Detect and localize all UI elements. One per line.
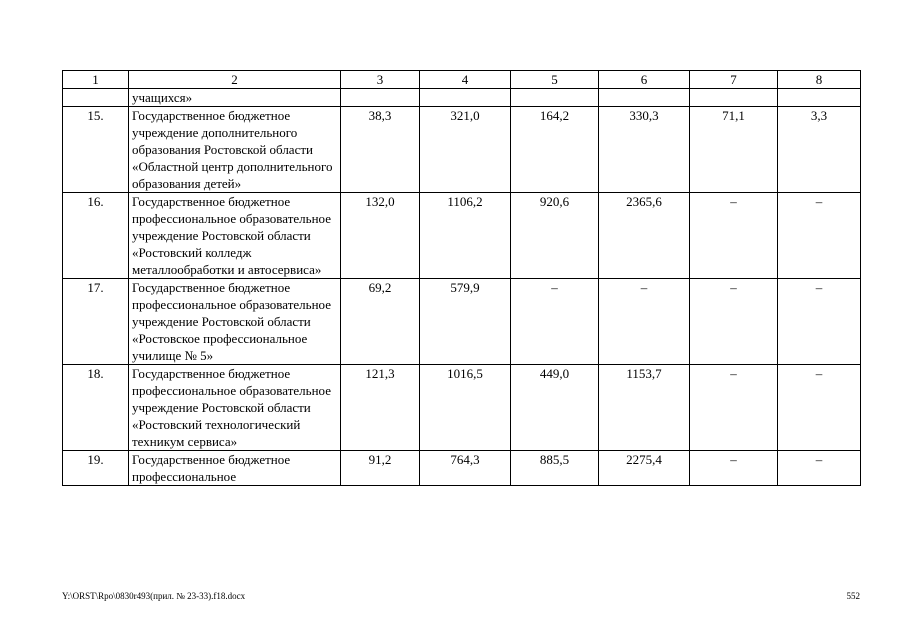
column-header: 1: [63, 71, 129, 89]
table-row-continuation: [63, 89, 861, 107]
row-number: 17.: [63, 279, 129, 365]
row-value: –: [599, 279, 690, 365]
table-row: [63, 451, 861, 486]
row-value: 3,3: [778, 107, 861, 193]
row-value: 69,2: [341, 279, 420, 365]
row-value: 330,3: [599, 107, 690, 193]
row-value: –: [690, 193, 778, 279]
row-value: –: [690, 279, 778, 365]
row-value: 1106,2: [420, 193, 511, 279]
table-row: [63, 365, 861, 451]
row-value: –: [778, 193, 861, 279]
footer-file-path: Y:\ORST\Rpo\0830r493(прил. № 23-33).f18.docx: [62, 591, 246, 601]
table-row: [63, 279, 861, 365]
institution-name: Государственное бюджетное учреждение дополнительного образования Ростовской области «Областной центр дополнительного образования детей»: [129, 107, 341, 193]
row-value: 2275,4: [599, 451, 690, 486]
row-value: 449,0: [511, 365, 599, 451]
row-value: 579,9: [420, 279, 511, 365]
row-value: 132,0: [341, 193, 420, 279]
row-value: –: [511, 279, 599, 365]
column-header: 2: [129, 71, 341, 89]
row-value: 1016,5: [420, 365, 511, 451]
column-header: 3: [341, 71, 420, 89]
row-number: [63, 89, 129, 107]
row-number: 19.: [63, 451, 129, 486]
row-value: 121,3: [341, 365, 420, 451]
row-value: 164,2: [511, 107, 599, 193]
row-value: –: [778, 451, 861, 486]
row-value: –: [690, 451, 778, 486]
row-value: [511, 89, 599, 107]
row-value: [599, 89, 690, 107]
row-value: –: [778, 365, 861, 451]
column-header: 7: [690, 71, 778, 89]
row-value: [341, 89, 420, 107]
row-value: –: [778, 279, 861, 365]
row-value: [420, 89, 511, 107]
column-header: 6: [599, 71, 690, 89]
row-value: 764,3: [420, 451, 511, 486]
column-header: 8: [778, 71, 861, 89]
row-number: 15.: [63, 107, 129, 193]
row-value: –: [690, 365, 778, 451]
row-value: 1153,7: [599, 365, 690, 451]
row-number: 18.: [63, 365, 129, 451]
column-header: 5: [511, 71, 599, 89]
row-value: [778, 89, 861, 107]
column-header: 4: [420, 71, 511, 89]
row-value: 38,3: [341, 107, 420, 193]
institution-name: Государственное бюджетное профессиональное образовательное учреждение Ростовской области «Ростовское профессиональное училище № 5»: [129, 279, 341, 365]
row-value: 920,6: [511, 193, 599, 279]
institution-name: Государственное бюджетное профессиональное: [129, 451, 341, 486]
row-value: 321,0: [420, 107, 511, 193]
table-row: [63, 193, 861, 279]
header-row: [63, 71, 861, 89]
institution-name: Государственное бюджетное профессиональное образовательное учреждение Ростовской области «Ростовский технологический техникум сервиса»: [129, 365, 341, 451]
row-number: 16.: [63, 193, 129, 279]
row-value: 91,2: [341, 451, 420, 486]
table-row: [63, 107, 861, 193]
institution-name: Государственное бюджетное профессиональное образовательное учреждение Ростовской области «Ростовский колледж металлообработки и автосервиса»: [129, 193, 341, 279]
row-value: 2365,6: [599, 193, 690, 279]
footer-page-number: 552: [846, 591, 860, 601]
data-table: [62, 70, 861, 486]
institution-name: учащихся»: [129, 89, 341, 107]
row-value: [690, 89, 778, 107]
row-value: 885,5: [511, 451, 599, 486]
row-value: 71,1: [690, 107, 778, 193]
